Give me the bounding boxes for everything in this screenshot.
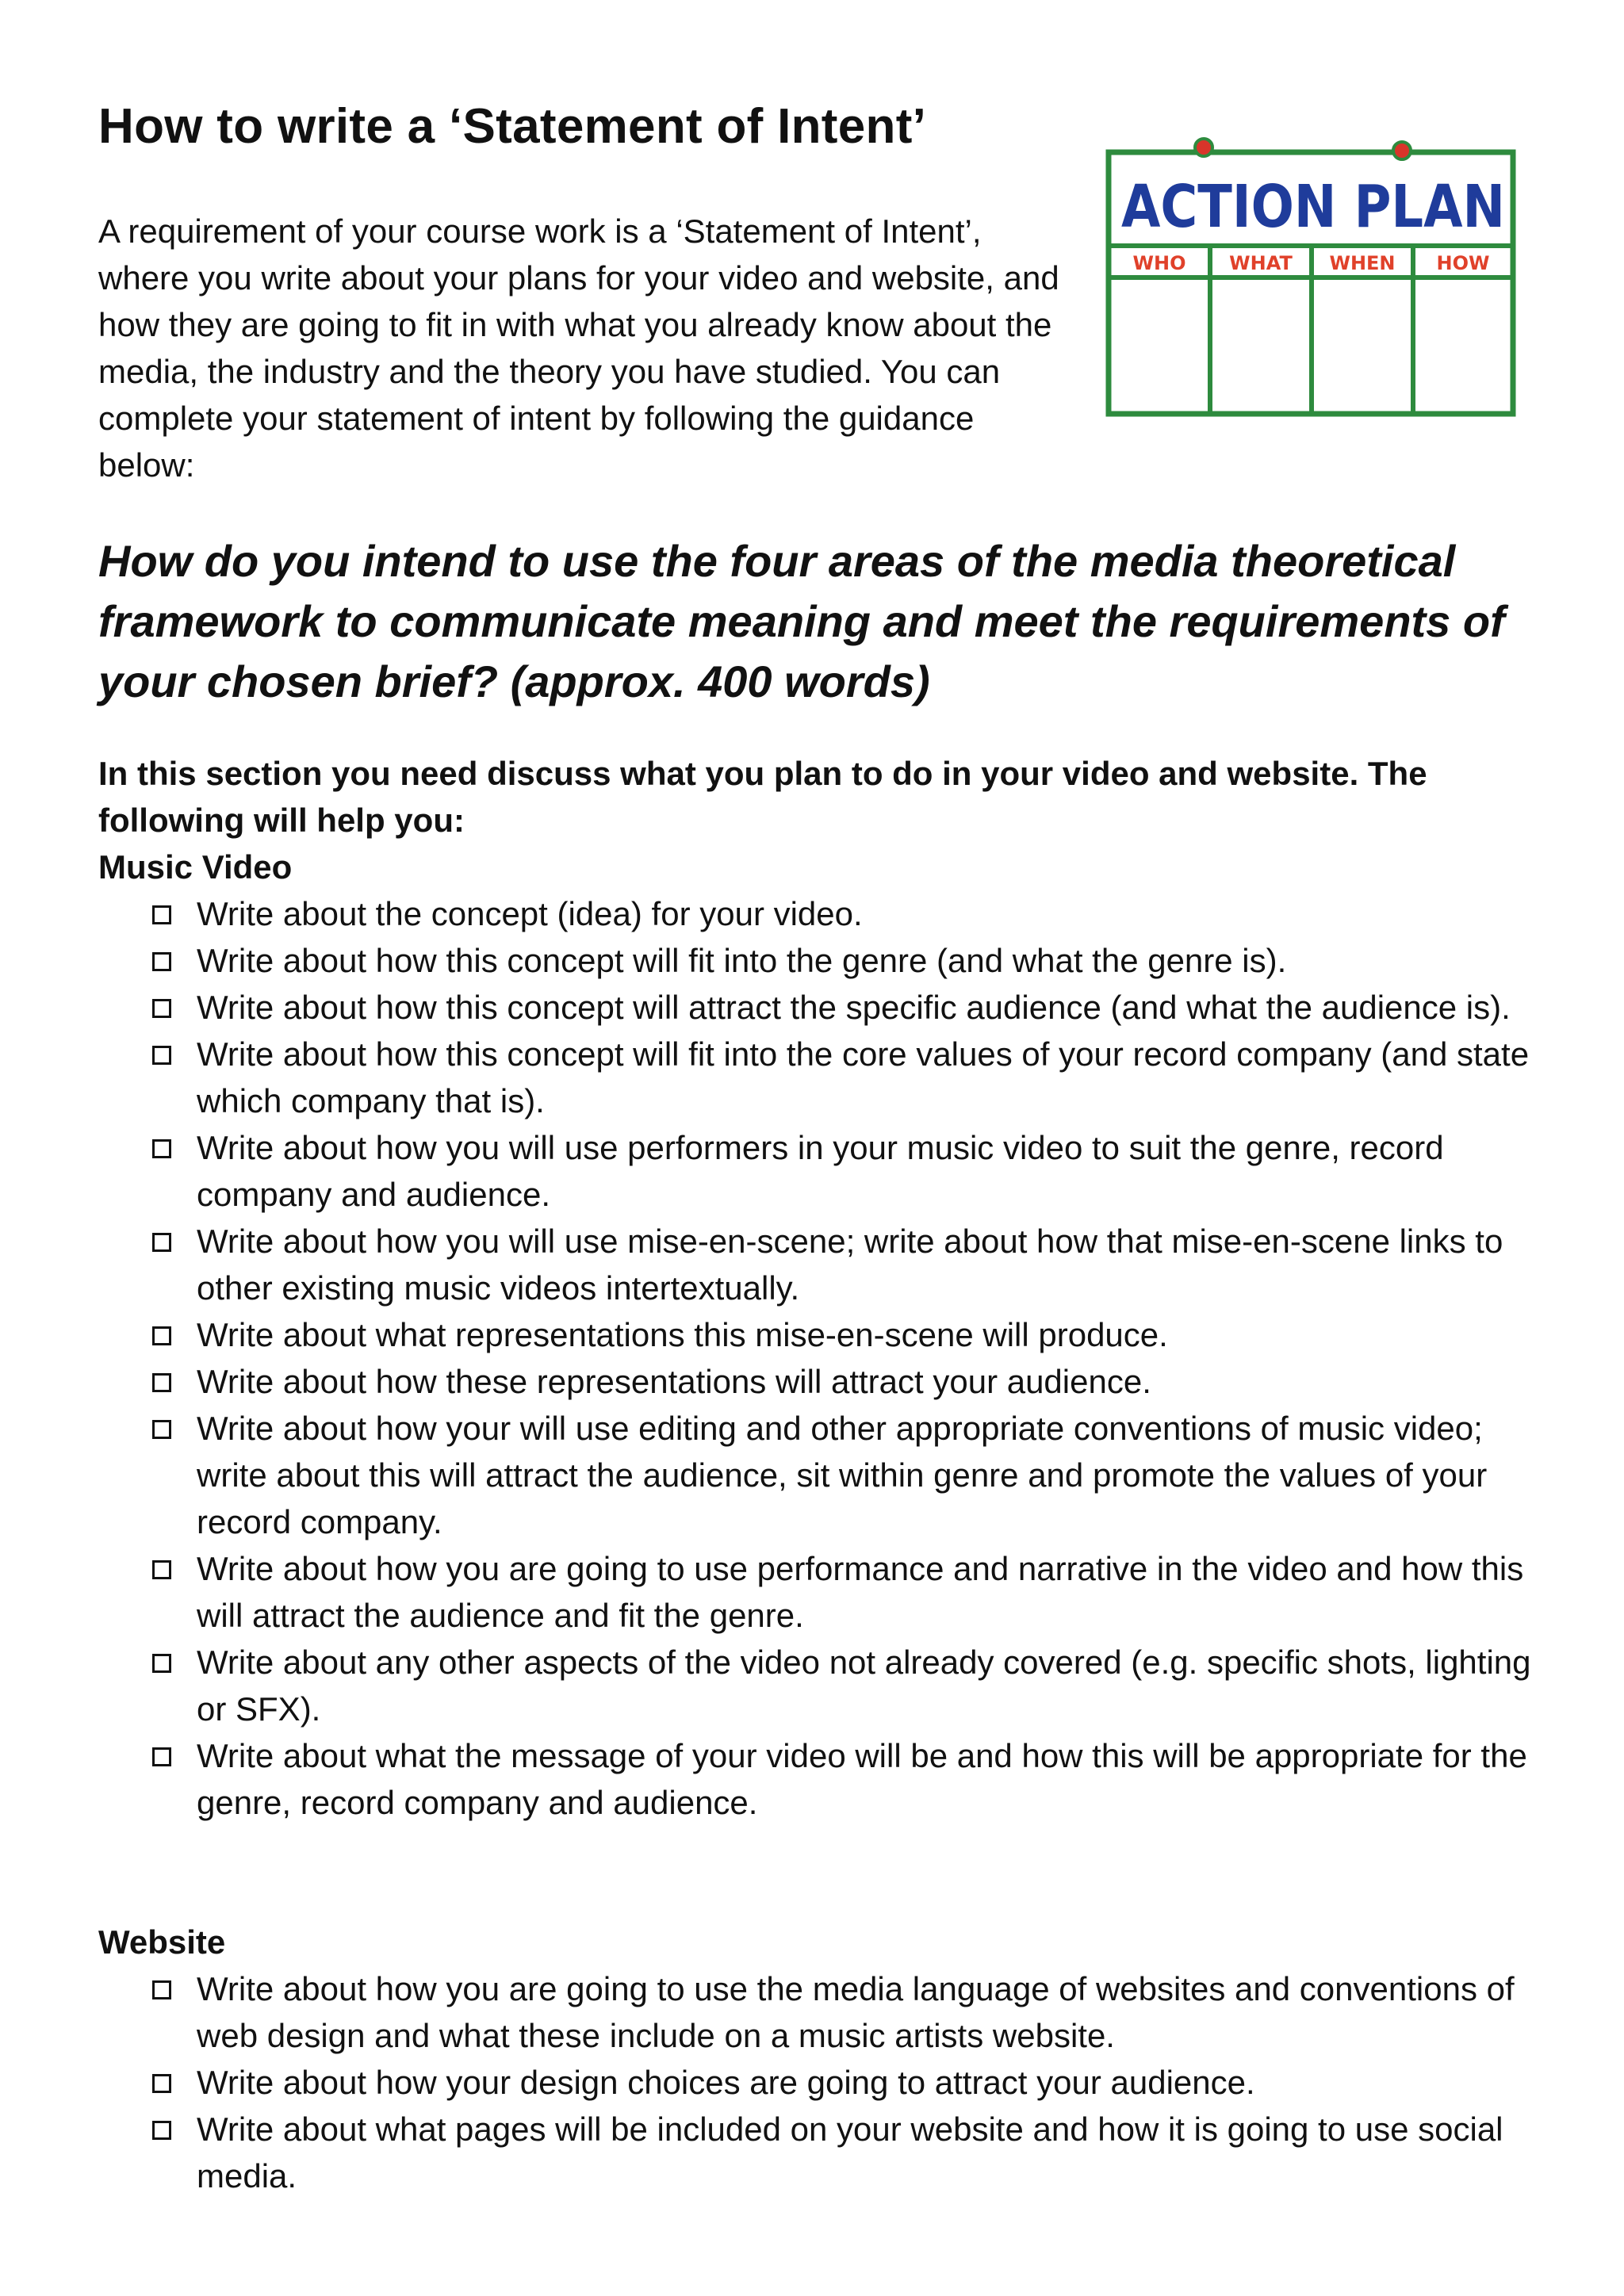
music-video-checklist [98, 890, 1549, 1826]
website-checklist [98, 1965, 1549, 2199]
checklist-item-text: Write about how your design choices are going to attract your audience. [197, 2064, 1255, 2101]
checklist-item [98, 1965, 1549, 2059]
checklist-item [98, 1031, 1549, 1124]
checkbox-icon[interactable] [152, 1326, 171, 1345]
checklist-item-text: Write about how this concept will fit into the core values of your record company (and state which company that is). [197, 1035, 1530, 1119]
checklist-item-text: Write about how you will use performers in your music video to suit the genre, record company and audience. [197, 1129, 1444, 1213]
checklist-item [98, 1545, 1549, 1639]
checklist-item-text: Write about any other aspects of the video not already covered (e.g. specific shots, lighting or SFX). [197, 1644, 1531, 1728]
intro-paragraph: A requirement of your course work is a ‘Statement of Intent’, where you write about your plans for your video and website, and how they are going to fit in with what you already know about the media, the industry and the theory you have studied. You can complete your statement of intent by following the guidance below: [98, 212, 1059, 484]
checklist-item [98, 2106, 1549, 2199]
column-label-who: WHO [1132, 252, 1186, 274]
checklist-item-text: Write about what pages will be included on your website and how it is going to use social media. [197, 2110, 1503, 2195]
page-title: How to write a ‘Statement of Intent’ [98, 99, 927, 154]
section-question: How do you intend to use the four areas of the media theoretical framework to communicate meaning and meet the requirements of your chosen brief? (approx. 400 words) [98, 536, 1505, 706]
action-plan-illustration [1102, 133, 1522, 427]
checkbox-icon[interactable] [152, 1373, 171, 1392]
checklist-item [98, 1358, 1549, 1405]
checklist-item [98, 890, 1549, 937]
checkbox-icon[interactable] [152, 1233, 171, 1252]
checkbox-icon[interactable] [152, 999, 171, 1018]
checkbox-icon[interactable] [152, 2121, 171, 2140]
checkbox-icon[interactable] [152, 1046, 171, 1065]
music-video-heading: Music Video [98, 848, 293, 886]
checkbox-icon[interactable] [152, 1420, 171, 1439]
checklist-item [98, 1218, 1549, 1311]
checklist-item-text: Write about what the message of your video will be and how this will be appropriate for the genre, record company and audience. [197, 1737, 1527, 1821]
section-lead: In this section you need discuss what you plan to do in your video and website. The following will help you: [98, 755, 1427, 839]
checklist-item-text: Write about how these representations will attract your audience. [197, 1363, 1151, 1400]
column-label-when: WHEN [1329, 252, 1396, 274]
checklist-item [98, 937, 1549, 984]
checkbox-icon[interactable] [152, 1560, 171, 1579]
checklist-item-text: Write about what representations this mise-en-scene will produce. [197, 1316, 1168, 1353]
checklist-item [98, 1639, 1549, 1732]
checklist-item [98, 1732, 1549, 1826]
checklist-item [98, 984, 1549, 1031]
column-label-how: HOW [1436, 252, 1490, 274]
checklist-item [98, 2059, 1549, 2106]
checkbox-icon[interactable] [152, 1747, 171, 1766]
pin-icon [1195, 139, 1212, 156]
checkbox-icon[interactable] [152, 2074, 171, 2093]
checkbox-icon[interactable] [152, 905, 171, 924]
checklist-item [98, 1124, 1549, 1218]
checklist-item [98, 1311, 1549, 1358]
checklist-item-text: Write about how this concept will fit into the genre (and what the genre is). [197, 942, 1287, 979]
checklist-item-text: Write about how this concept will attract the specific audience (and what the audience is). [197, 989, 1511, 1026]
checkbox-icon[interactable] [152, 1139, 171, 1158]
checkbox-icon[interactable] [152, 1980, 171, 1999]
checklist-item [98, 1405, 1549, 1545]
website-heading: Website [98, 1923, 226, 1961]
pin-icon [1393, 142, 1411, 159]
action-plan-heading: ACTION PLAN [1121, 173, 1505, 241]
checkbox-icon[interactable] [152, 952, 171, 971]
checklist-item-text: Write about the concept (idea) for your video. [197, 895, 863, 932]
checklist-item-text: Write about how you are going to use performance and narrative in the video and how this will attract the audience and fit the genre. [197, 1550, 1524, 1634]
checklist-item-text: Write about how you will use mise-en-scene; write about how that mise-en-scene links to other existing music videos intertextually. [197, 1223, 1503, 1307]
checklist-item-text: Write about how you are going to use the media language of websites and conventions of web design and what these include on a music artists website. [197, 1970, 1515, 2054]
checkbox-icon[interactable] [152, 1654, 171, 1673]
checklist-item-text: Write about how your will use editing and other appropriate conventions of music video; write about this will attract the audience, sit within genre and promote the values of your record company. [197, 1410, 1488, 1540]
column-label-what: WHAT [1229, 252, 1293, 274]
